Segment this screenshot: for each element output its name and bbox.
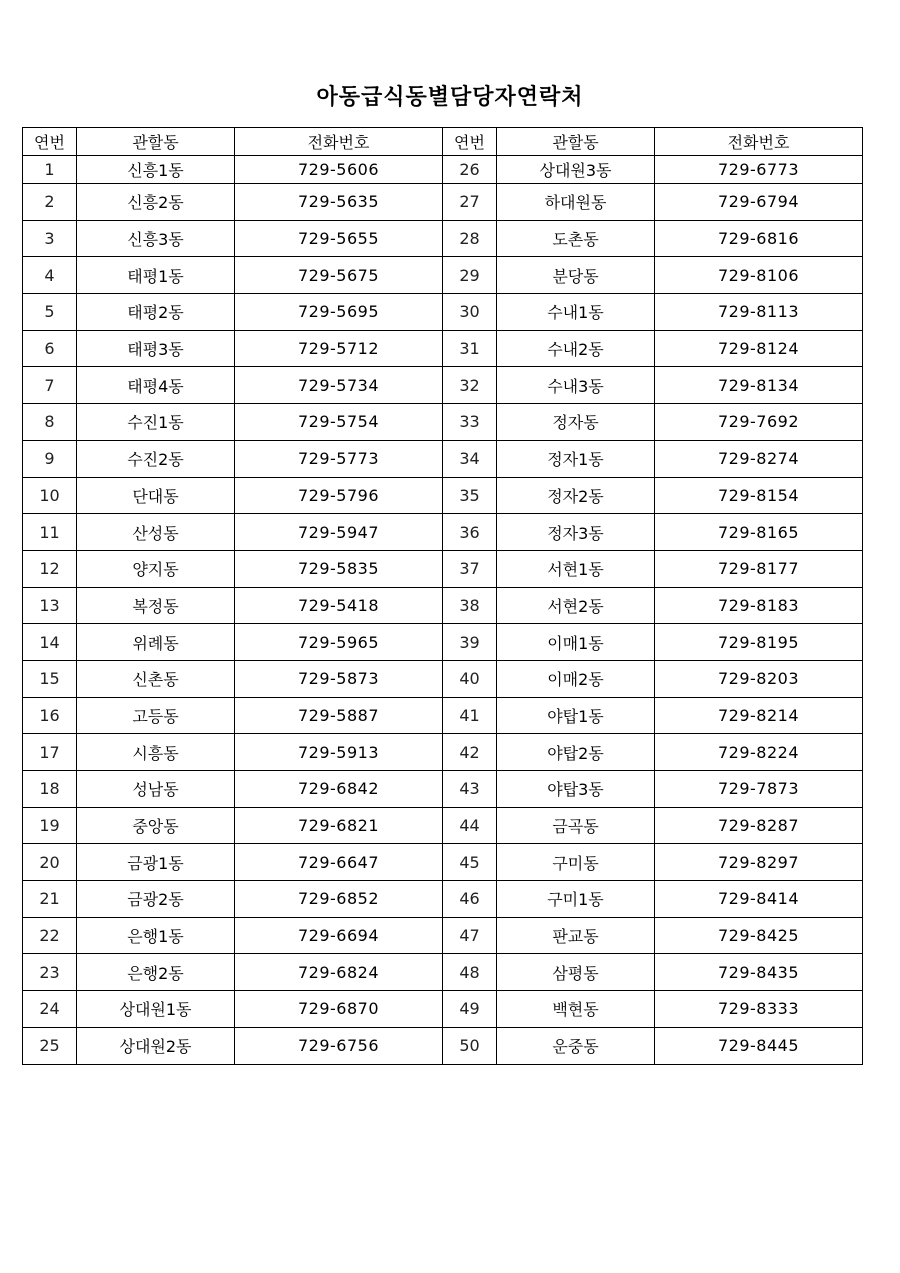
dong-name-left: 상대원2동 bbox=[77, 1027, 235, 1064]
phone-number-right: 729-8154 bbox=[655, 477, 863, 514]
phone-number-right: 729-8113 bbox=[655, 294, 863, 331]
phone-number-left: 729-5606 bbox=[235, 156, 443, 184]
phone-number-right: 729-8214 bbox=[655, 697, 863, 734]
row-number-right: 49 bbox=[443, 991, 497, 1028]
phone-number-right: 729-7692 bbox=[655, 404, 863, 441]
row-number-right: 40 bbox=[443, 660, 497, 697]
phone-number-left: 729-5873 bbox=[235, 660, 443, 697]
row-number-right: 31 bbox=[443, 330, 497, 367]
phone-number-left: 729-5965 bbox=[235, 624, 443, 661]
table-header-row bbox=[23, 128, 863, 156]
dong-name-right: 정자2동 bbox=[497, 477, 655, 514]
phone-number-right: 729-7873 bbox=[655, 771, 863, 808]
header-dong-left: 관할동 bbox=[77, 128, 235, 156]
row-number-right: 26 bbox=[443, 156, 497, 184]
dong-name-right: 하대원동 bbox=[497, 184, 655, 221]
table-row bbox=[23, 954, 863, 991]
dong-name-left: 산성동 bbox=[77, 514, 235, 551]
table-row bbox=[23, 257, 863, 294]
table-row bbox=[23, 156, 863, 184]
dong-name-left: 중앙동 bbox=[77, 807, 235, 844]
dong-name-left: 신촌동 bbox=[77, 660, 235, 697]
row-number-left: 1 bbox=[23, 156, 77, 184]
table-row bbox=[23, 844, 863, 881]
phone-number-right: 729-8414 bbox=[655, 881, 863, 918]
dong-name-left: 단대동 bbox=[77, 477, 235, 514]
header-dong-right: 관할동 bbox=[497, 128, 655, 156]
table-row bbox=[23, 697, 863, 734]
dong-name-left: 복정동 bbox=[77, 587, 235, 624]
phone-number-right: 729-8297 bbox=[655, 844, 863, 881]
dong-name-right: 분당동 bbox=[497, 257, 655, 294]
dong-name-right: 도촌동 bbox=[497, 220, 655, 257]
row-number-left: 23 bbox=[23, 954, 77, 991]
table-row bbox=[23, 367, 863, 404]
phone-number-left: 729-5712 bbox=[235, 330, 443, 367]
table-row bbox=[23, 514, 863, 551]
dong-name-right: 판교동 bbox=[497, 917, 655, 954]
phone-number-right: 729-8224 bbox=[655, 734, 863, 771]
dong-name-right: 야탑3동 bbox=[497, 771, 655, 808]
dong-name-left: 신흥2동 bbox=[77, 184, 235, 221]
table-row bbox=[23, 624, 863, 661]
dong-name-left: 상대원1동 bbox=[77, 991, 235, 1028]
phone-number-left: 729-5773 bbox=[235, 440, 443, 477]
row-number-left: 3 bbox=[23, 220, 77, 257]
row-number-left: 14 bbox=[23, 624, 77, 661]
phone-number-left: 729-5734 bbox=[235, 367, 443, 404]
table-row bbox=[23, 917, 863, 954]
row-number-right: 48 bbox=[443, 954, 497, 991]
phone-number-right: 729-8435 bbox=[655, 954, 863, 991]
table-row bbox=[23, 771, 863, 808]
row-number-right: 43 bbox=[443, 771, 497, 808]
phone-number-left: 729-6824 bbox=[235, 954, 443, 991]
phone-number-left: 729-5754 bbox=[235, 404, 443, 441]
dong-name-left: 신흥1동 bbox=[77, 156, 235, 184]
header-no-left: 연번 bbox=[23, 128, 77, 156]
row-number-left: 8 bbox=[23, 404, 77, 441]
dong-name-right: 구미1동 bbox=[497, 881, 655, 918]
dong-name-right: 야탑1동 bbox=[497, 697, 655, 734]
dong-name-left: 양지동 bbox=[77, 550, 235, 587]
row-number-right: 46 bbox=[443, 881, 497, 918]
phone-number-right: 729-6816 bbox=[655, 220, 863, 257]
table-row bbox=[23, 294, 863, 331]
contact-table bbox=[22, 127, 863, 1065]
row-number-right: 39 bbox=[443, 624, 497, 661]
dong-name-left: 은행1동 bbox=[77, 917, 235, 954]
row-number-left: 25 bbox=[23, 1027, 77, 1064]
table-row bbox=[23, 404, 863, 441]
table-row bbox=[23, 587, 863, 624]
phone-number-left: 729-5835 bbox=[235, 550, 443, 587]
row-number-right: 29 bbox=[443, 257, 497, 294]
dong-name-right: 야탑2동 bbox=[497, 734, 655, 771]
phone-number-left: 729-6852 bbox=[235, 881, 443, 918]
phone-number-left: 729-6842 bbox=[235, 771, 443, 808]
row-number-right: 28 bbox=[443, 220, 497, 257]
row-number-left: 16 bbox=[23, 697, 77, 734]
row-number-left: 21 bbox=[23, 881, 77, 918]
dong-name-left: 신흥3동 bbox=[77, 220, 235, 257]
header-phone-left: 전화번호 bbox=[235, 128, 443, 156]
dong-name-right: 이매2동 bbox=[497, 660, 655, 697]
row-number-left: 15 bbox=[23, 660, 77, 697]
phone-number-right: 729-8183 bbox=[655, 587, 863, 624]
row-number-left: 22 bbox=[23, 917, 77, 954]
dong-name-right: 구미동 bbox=[497, 844, 655, 881]
dong-name-right: 금곡동 bbox=[497, 807, 655, 844]
dong-name-right: 서현2동 bbox=[497, 587, 655, 624]
phone-number-left: 729-5947 bbox=[235, 514, 443, 551]
dong-name-right: 정자3동 bbox=[497, 514, 655, 551]
dong-name-left: 태평2동 bbox=[77, 294, 235, 331]
phone-number-right: 729-6794 bbox=[655, 184, 863, 221]
row-number-right: 42 bbox=[443, 734, 497, 771]
phone-number-right: 729-8274 bbox=[655, 440, 863, 477]
dong-name-right: 수내1동 bbox=[497, 294, 655, 331]
dong-name-left: 위례동 bbox=[77, 624, 235, 661]
document-title: 아동급식동별담당자연락처 bbox=[316, 85, 584, 110]
table-row bbox=[23, 881, 863, 918]
dong-name-right: 이매1동 bbox=[497, 624, 655, 661]
row-number-left: 20 bbox=[23, 844, 77, 881]
row-number-right: 33 bbox=[443, 404, 497, 441]
phone-number-right: 729-8106 bbox=[655, 257, 863, 294]
table-row bbox=[23, 734, 863, 771]
row-number-left: 9 bbox=[23, 440, 77, 477]
dong-name-right: 서현1동 bbox=[497, 550, 655, 587]
row-number-left: 4 bbox=[23, 257, 77, 294]
row-number-left: 2 bbox=[23, 184, 77, 221]
row-number-left: 13 bbox=[23, 587, 77, 624]
dong-name-right: 정자1동 bbox=[497, 440, 655, 477]
row-number-left: 17 bbox=[23, 734, 77, 771]
row-number-right: 34 bbox=[443, 440, 497, 477]
phone-number-right: 729-8203 bbox=[655, 660, 863, 697]
phone-number-left: 729-5887 bbox=[235, 697, 443, 734]
table-row bbox=[23, 220, 863, 257]
phone-number-right: 729-8177 bbox=[655, 550, 863, 587]
row-number-left: 10 bbox=[23, 477, 77, 514]
table-row bbox=[23, 660, 863, 697]
header-no-right: 연번 bbox=[443, 128, 497, 156]
dong-name-left: 성남동 bbox=[77, 771, 235, 808]
phone-number-left: 729-5655 bbox=[235, 220, 443, 257]
row-number-right: 38 bbox=[443, 587, 497, 624]
row-number-right: 44 bbox=[443, 807, 497, 844]
dong-name-right: 수내2동 bbox=[497, 330, 655, 367]
row-number-left: 7 bbox=[23, 367, 77, 404]
row-number-right: 27 bbox=[443, 184, 497, 221]
dong-name-left: 시흥동 bbox=[77, 734, 235, 771]
phone-number-left: 729-5796 bbox=[235, 477, 443, 514]
row-number-left: 19 bbox=[23, 807, 77, 844]
header-phone-right: 전화번호 bbox=[655, 128, 863, 156]
phone-number-left: 729-6694 bbox=[235, 917, 443, 954]
dong-name-left: 수진1동 bbox=[77, 404, 235, 441]
table-row bbox=[23, 440, 863, 477]
table-body bbox=[23, 156, 863, 1065]
phone-number-left: 729-5913 bbox=[235, 734, 443, 771]
table-row bbox=[23, 184, 863, 221]
table-row bbox=[23, 807, 863, 844]
dong-name-left: 은행2동 bbox=[77, 954, 235, 991]
row-number-right: 45 bbox=[443, 844, 497, 881]
row-number-right: 32 bbox=[443, 367, 497, 404]
phone-number-right: 729-8195 bbox=[655, 624, 863, 661]
row-number-left: 5 bbox=[23, 294, 77, 331]
row-number-left: 11 bbox=[23, 514, 77, 551]
row-number-left: 18 bbox=[23, 771, 77, 808]
table-row bbox=[23, 991, 863, 1028]
dong-name-right: 정자동 bbox=[497, 404, 655, 441]
phone-number-left: 729-5695 bbox=[235, 294, 443, 331]
dong-name-right: 백현동 bbox=[497, 991, 655, 1028]
dong-name-left: 고등동 bbox=[77, 697, 235, 734]
phone-number-right: 729-8165 bbox=[655, 514, 863, 551]
phone-number-left: 729-6870 bbox=[235, 991, 443, 1028]
row-number-right: 50 bbox=[443, 1027, 497, 1064]
row-number-left: 6 bbox=[23, 330, 77, 367]
phone-number-right: 729-8287 bbox=[655, 807, 863, 844]
row-number-left: 24 bbox=[23, 991, 77, 1028]
phone-number-right: 729-6773 bbox=[655, 156, 863, 184]
phone-number-right: 729-8445 bbox=[655, 1027, 863, 1064]
dong-name-right: 수내3동 bbox=[497, 367, 655, 404]
dong-name-left: 금광2동 bbox=[77, 881, 235, 918]
dong-name-left: 금광1동 bbox=[77, 844, 235, 881]
row-number-right: 35 bbox=[443, 477, 497, 514]
dong-name-left: 태평4동 bbox=[77, 367, 235, 404]
row-number-right: 36 bbox=[443, 514, 497, 551]
row-number-right: 30 bbox=[443, 294, 497, 331]
phone-number-right: 729-8134 bbox=[655, 367, 863, 404]
phone-number-left: 729-5635 bbox=[235, 184, 443, 221]
table-row bbox=[23, 477, 863, 514]
dong-name-right: 운중동 bbox=[497, 1027, 655, 1064]
phone-number-left: 729-6821 bbox=[235, 807, 443, 844]
table-row bbox=[23, 1027, 863, 1064]
row-number-right: 37 bbox=[443, 550, 497, 587]
phone-number-left: 729-6756 bbox=[235, 1027, 443, 1064]
phone-number-left: 729-6647 bbox=[235, 844, 443, 881]
phone-number-right: 729-8124 bbox=[655, 330, 863, 367]
dong-name-left: 태평3동 bbox=[77, 330, 235, 367]
dong-name-right: 삼평동 bbox=[497, 954, 655, 991]
dong-name-left: 태평1동 bbox=[77, 257, 235, 294]
row-number-right: 41 bbox=[443, 697, 497, 734]
phone-number-right: 729-8333 bbox=[655, 991, 863, 1028]
dong-name-right: 상대원3동 bbox=[497, 156, 655, 184]
dong-name-left: 수진2동 bbox=[77, 440, 235, 477]
row-number-left: 12 bbox=[23, 550, 77, 587]
phone-number-left: 729-5418 bbox=[235, 587, 443, 624]
table-row bbox=[23, 550, 863, 587]
phone-number-left: 729-5675 bbox=[235, 257, 443, 294]
table-row bbox=[23, 330, 863, 367]
phone-number-right: 729-8425 bbox=[655, 917, 863, 954]
row-number-right: 47 bbox=[443, 917, 497, 954]
